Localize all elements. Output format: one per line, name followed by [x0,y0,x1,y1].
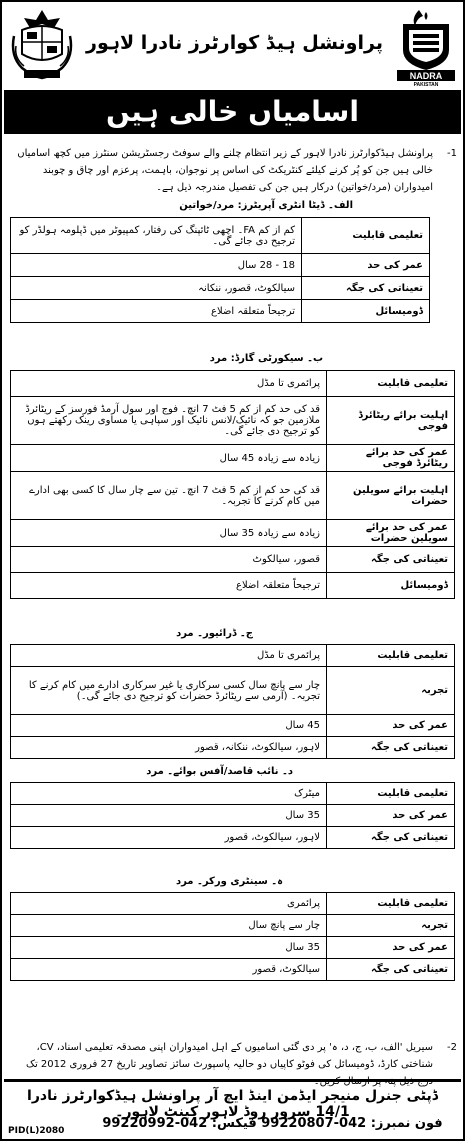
clause-number: -2 [447,1042,457,1053]
row-label: ڈومیسائل [327,573,455,599]
government-emblem-icon [8,6,76,82]
row-label: اہلیت برائے سویلین حضرات [327,472,455,520]
table-row [11,959,455,981]
table-row [11,397,455,445]
row-value: کم از کم FA۔ اچھی ٹائپنگ کی رفتار، کمپیوٹر میں ڈپلومہ ہولڈر کو ترجیح دی جائے گی۔ [11,218,302,254]
row-value: قصور، سیالکوٹ [11,547,327,573]
row-label: عمر کی حد برائے ریٹائرڈ فوجی [327,445,455,472]
footer [4,1079,461,1141]
row-label: تعلیمی قابلیت [327,371,455,397]
section-title-driver: ج۔ ڈرائیور۔ مرد [176,628,253,639]
nadra-logo-subtext: PAKISTAN [413,82,439,88]
row-value: لاہور، سیالکوٹ، قصور [11,827,327,849]
sanitary-worker-table [10,892,455,981]
table-row [11,300,430,323]
postal-address: ڈپٹی جنرل منیجر ایڈمن اینڈ ایچ آر پراونشل ہیڈکوارٹرز نادرا 14/1 سرور روڈ لاہور کینٹ لاہور۔ [27,1088,438,1120]
section-title-office-boy: د۔ نائب قاصد/آفس بوائے۔ مرد [146,766,293,777]
row-value: پرائمری تا مڈل [11,645,327,667]
intro-clause [16,145,455,196]
row-value: لاہور، سیالکوٹ، ننکانہ، قصور [11,737,327,759]
data-entry-table [10,217,430,323]
office-boy-table [10,782,455,849]
row-label: عمر کی حد [327,715,455,737]
table-row [11,715,455,737]
row-value: 35 سال [11,805,327,827]
row-value: سیالکوٹ، قصور [11,959,327,981]
table-row [11,445,455,472]
table-row [11,937,455,959]
row-label: تعیناتی کی جگہ [302,277,430,300]
row-value: قد کی حد کم از کم 5 فٹ 7 انچ۔ تین سے چار سال کا کسی بھی ادارے میں کام کرنے کا تجربہ۔ [11,472,327,520]
table-row [11,254,430,277]
row-label: عمر کی حد [302,254,430,277]
row-label: تعلیمی قابلیت [327,783,455,805]
table-row [11,218,430,254]
section-title-security-guard: ب۔ سیکورٹی گارڈ: مرد [209,353,323,364]
nadra-logo-text: NADRA [409,71,443,81]
section-title-data-entry: الف۔ ڈیٹا انٹری آپریٹرز: مرد/خواتین [179,200,353,211]
table-row [11,737,455,759]
header [2,2,463,90]
row-label: تعلیمی قابلیت [302,218,430,254]
row-label: عمر کی حد برائے سویلین حضرات [327,520,455,547]
table-row [11,667,455,715]
row-label: تعیناتی کی جگہ [327,827,455,849]
row-value: 35 سال [11,937,327,959]
table-row [11,547,455,573]
security-guard-table [10,370,455,599]
application-text: سیریل 'الف، ب، ج، د، ہ' پر دی گئی اسامیوں کے اہل امیدواران اپنی مصدقہ تعلیمی اسناد، CV، شناختی کارڈ، ڈومیسائل کی فوٹو کاپیاں دو حالیہ پاسپورٹ سائز تصاویر تاریخ 27 فروری 2012 تک درج ذیل پتہ پر ارسال کریں۔ [26,1042,433,1087]
row-label: تعلیمی قابلیت [327,645,455,667]
row-value: ترجیحاً متعلقہ اضلاع [11,300,302,323]
contact-numbers: فون نمبرز: 042-99220807 فیکس: 042-99220992 [102,1116,443,1131]
row-label: ڈومیسائل [302,300,430,323]
row-value: 18 - 28 سال [11,254,302,277]
row-value: قد کی حد کم از کم 5 فٹ 7 انچ۔ فوج اور سول آرمڈ فورسز کے ریٹائرڈ ملازمین جو کہ نائیک/لانس نائیک اور سپاہی یا مساوی رینک رکھتے ہوں کو ترجیح دی جائے گی۔ [11,397,327,445]
table-row [11,277,430,300]
vacancies-banner: اسامیاں خالی ہیں [4,90,461,134]
row-value: میٹرک [11,783,327,805]
table-row [11,573,455,599]
row-label: تعلیمی قابلیت [327,893,455,915]
row-value: چار سے پانچ سال کسی سرکاری یا غیر سرکاری ادارے میں کام کرنے کا تجربہ۔ (آرمی سے ریٹائرڈ حضرات کو ترجیح دی جائے گی۔) [11,667,327,715]
driver-table [10,644,455,759]
intro-text: پراونشل ہیڈکوارٹرز نادرا لاہور کے زیر انتظام چلنے والے سوفٹ رجسٹریشن سنٹرز میں کچھ اسامیاں خالی ہیں جن کو پُر کرنے کیلئے کنٹریکٹ کی اساس پر نوجوان، باہمت، پرعزم اور چاق و چوبند امیدواران (مرد/خواتین) درکار ہیں جن کی تفصیل مندرجہ ذیل ہے۔ [17,148,433,193]
table-row [11,827,455,849]
row-value: چار سے پانچ سال [11,915,327,937]
row-label: عمر کی حد [327,937,455,959]
table-row [11,520,455,547]
table-row [11,371,455,397]
table-row [11,893,455,915]
row-label: تعیناتی کی جگہ [327,959,455,981]
row-value: 45 سال [11,715,327,737]
nadra-logo-icon [395,6,457,88]
row-value: سیالکوٹ، قصور، ننکانہ [11,277,302,300]
row-label: تعیناتی کی جگہ [327,547,455,573]
clause-number: -1 [447,148,457,159]
table-row [11,805,455,827]
row-label: تجربہ [327,915,455,937]
row-label: عمر کی حد [327,805,455,827]
row-value: پرائمری تا مڈل [11,371,327,397]
row-value: پرائمری [11,893,327,915]
table-row [11,645,455,667]
row-label: تعیناتی کی جگہ [327,737,455,759]
organization-title: پراونشل ہیڈ کوارٹرز نادرا لاہور [86,32,383,54]
table-row [11,915,455,937]
row-label: اہلیت برائے ریٹائرڈ فوجی [327,397,455,445]
row-value: زیادہ سے زیادہ 45 سال [11,445,327,472]
table-row [11,783,455,805]
section-title-sanitary-worker: ہ۔ سینٹری ورکر۔ مرد [175,876,283,887]
row-label: تجربہ [327,667,455,715]
row-value: ترجیحاً متعلقہ اضلاع [11,573,327,599]
pid-reference: PID(L)2080 [8,1126,65,1136]
table-row [11,472,455,520]
row-value: زیادہ سے زیادہ 35 سال [11,520,327,547]
